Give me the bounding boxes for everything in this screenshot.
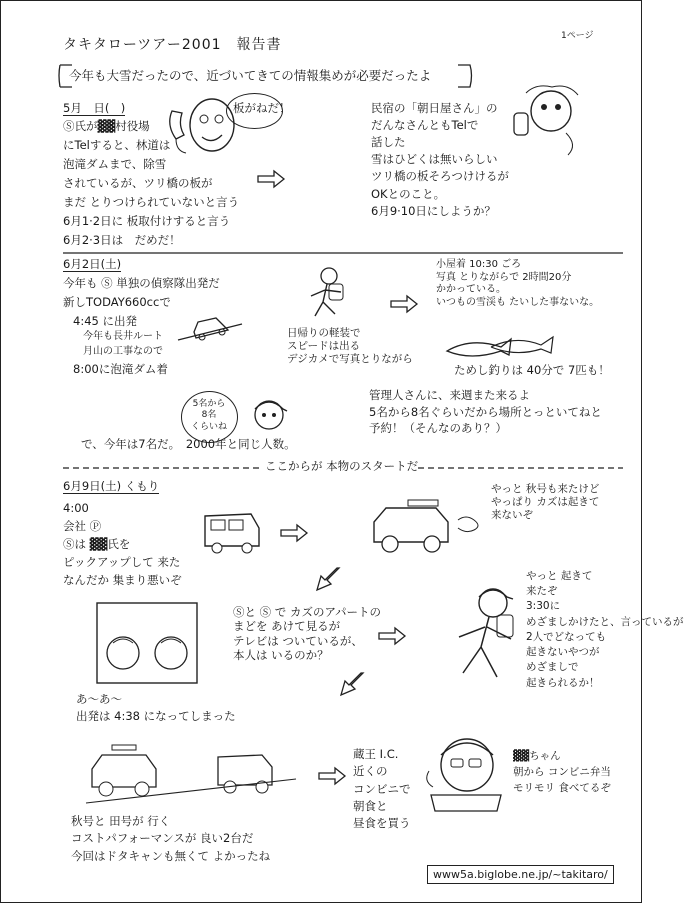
may-right-line: だんなさんともTelで xyxy=(371,118,479,132)
jeep-drawing xyxy=(366,496,486,556)
may-right-line: 6月9·10日にしようか？ xyxy=(371,204,496,218)
right-arrow-icon xyxy=(377,626,407,646)
cap-face-drawing xyxy=(249,393,289,433)
manager-note: 管理人さんに、来週また来るよ 5名から8名ぐらいだから場所とっといてねと 予約！（そんなのあり？） xyxy=(369,388,602,436)
may-line: されているが、ツリ橋の板が xyxy=(63,176,213,190)
ic-note: 蔵王 I.C. 近くの コンビニで 朝食と 昼食を買う xyxy=(353,747,411,830)
june9-date: 6月9日(土) くもり xyxy=(63,479,160,493)
may-line: にTelすると、林道は xyxy=(63,138,171,152)
fish-caption: ためし釣りは 40分で 7匹も！ xyxy=(454,363,610,377)
june2-date: 6月2日(土) xyxy=(63,257,122,271)
right-arrow-icon xyxy=(317,766,347,786)
van-drawing xyxy=(199,506,269,556)
may-line: 6月1·2日に 板取付けすると言う xyxy=(63,214,231,228)
start-divider-text: ここからが 本物のスタートだ xyxy=(265,459,419,473)
may-right-line: OKとのこと。 xyxy=(371,187,446,201)
may-line: 泡滝ダムまで、除雪 xyxy=(63,157,167,171)
phone-person-drawing xyxy=(506,81,596,161)
june2-line: 今年も Ⓢ 単独の偵察隊出発だ xyxy=(63,276,220,290)
eater-note: ▓▓ちゃん 朝から コンビニ弁当 モリモリ 食べてるぞ xyxy=(513,750,611,794)
page-number: 1ページ xyxy=(561,31,594,41)
june2-line: 今年も長井ルート xyxy=(83,331,163,342)
site-url[interactable]: www5a.biglobe.ne.jp/~takitaro/ xyxy=(427,865,614,884)
right-arrow-icon xyxy=(279,523,309,543)
june9-line: ピックアップして 来た xyxy=(63,555,181,569)
june2-bottom: で、今年は7名だ。 2000年と同じ人数。 xyxy=(81,437,296,451)
may-right-line: 雪はひどくは無いらしい xyxy=(371,152,498,166)
may-right-line: 民宿の「朝日屋さん」の xyxy=(371,101,498,115)
balloon-text: 5名から 8名 くらいね xyxy=(191,399,228,432)
hiker-drawing xyxy=(301,266,361,326)
window-peek-drawing xyxy=(93,599,203,689)
june9-right-top: やっと 秋号も来たけど やっぱり カズは起きて 来ないぞ xyxy=(491,483,600,522)
june9-right-mid: やっと 起きて 来たぞ 3:30に めざましかけたと、言っているが 2人でどなっても 起きないやつが めざましで 起きられるか！ xyxy=(526,570,684,689)
running-man-drawing xyxy=(441,581,531,691)
intro-text: 今年も大雪だったので、近づいてきての情報集めが必要だったよ xyxy=(69,68,432,83)
june2-right-top: 小屋着 10:30 ごろ 写真 とりながらで 2時間20分 かかっている。 いつもの雪渓も たいした事ないな。 xyxy=(436,259,600,308)
two-cars-drawing xyxy=(86,741,296,811)
down-left-arrow-icon xyxy=(337,669,367,699)
down-left-arrow-icon xyxy=(313,564,343,594)
may-date: 5月 日( ) xyxy=(63,101,126,115)
bubble-text: 板がねだ！ xyxy=(233,101,291,115)
car-drawing xyxy=(176,306,246,346)
may-line: Ⓢ氏が▓▓村役場 xyxy=(63,119,150,133)
june2-line: 月山の工事なので xyxy=(83,346,163,357)
right-arrow-icon xyxy=(389,294,419,314)
late-departure: あ〜あ〜 出発は 4:38 になってしまった xyxy=(76,692,236,724)
june9-line: 会社 Ⓟ xyxy=(63,519,102,533)
june9-line: 4:00 xyxy=(63,501,89,515)
june2-line: 4:45 に出発 xyxy=(73,314,137,328)
june9-middle: Ⓢと Ⓢ で カズのアパートの まどを あけて見るが テレビは ついているが、 本人は いるのか？ xyxy=(233,605,382,663)
may-right-line: 話した xyxy=(371,135,406,149)
eating-man-drawing xyxy=(421,731,511,821)
june2-line: 8:00に泡滝ダム着 xyxy=(73,362,168,376)
june2-line: 新しTODAY660ccで xyxy=(63,295,171,309)
section-divider-line xyxy=(63,251,623,255)
june9-line: Ⓢは ▓▓氏を xyxy=(63,537,131,551)
may-right-line: ツリ橋の板そろつけけるが xyxy=(371,169,509,183)
june9-line: なんだか 集まり悪いぞ xyxy=(63,573,182,587)
right-arrow-icon xyxy=(256,169,286,189)
may-line: まだ とりつけられていないと言う xyxy=(63,195,240,209)
may-line: 6月2·3日は だめだ！ xyxy=(63,233,181,247)
june2-middle-caption: 日帰りの軽装で スピードは出る デジカメで写真とりながら xyxy=(287,327,413,366)
june9-bottom-left: 秋号と 田号が 行く コストパフォーマンスが 良い2台だ 今回はドタキャンも無くて よかったね xyxy=(71,814,271,863)
page-title: タキタローツアー2001 報告書 xyxy=(63,37,282,53)
